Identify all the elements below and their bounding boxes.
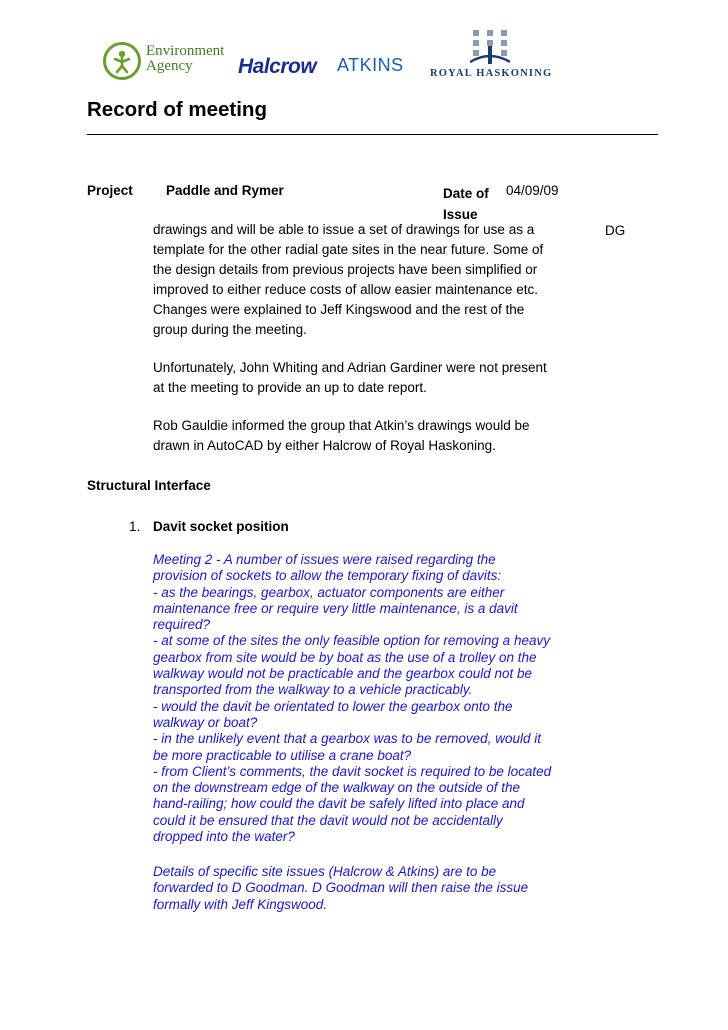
- action-owner: DG: [605, 223, 626, 238]
- section-heading: Structural Interface: [87, 478, 211, 493]
- intro-paragraph-2: Unfortunately, John Whiting and Adrian Gardiner were not present at the meeting to provide an up to date report.: [153, 360, 547, 395]
- intro-paragraph-1: drawings and will be able to issue a set of drawings for use as a template for the other radial gate sites in the near future. Some of the design details from previous projects have been simplified or improved to either reduce costs of allow easier maintenance etc. Changes were explained to Jeff Kingswood and the rest of the group during the meeting.: [153, 222, 544, 337]
- environment-agency-logo: [103, 42, 235, 86]
- follow-up-notes: Details of specific site issues (Halcrow & Atkins) are to be forwarded to D Goodman. D Goodman will then raise the issue formally with Jeff Kingswood.: [153, 864, 529, 912]
- atkins-logo: ATKINS: [337, 55, 404, 75]
- intro-paragraph-3: Rob Gauldie informed the group that Atkin’s drawings would be drawn in AutoCAD by either Halcrow of Royal Haskoning.: [153, 418, 530, 453]
- tree-figure-icon: [103, 42, 141, 80]
- royal-haskoning-mark-icon: [470, 28, 510, 68]
- royal-haskoning-wordmark: ROYAL HASKONING: [430, 68, 553, 79]
- project-value: Paddle and Rymer: [166, 183, 284, 198]
- halcrow-logo: Halcrow: [238, 55, 317, 78]
- date-of-issue-value: 04/09/09: [506, 183, 559, 198]
- page-title: Record of meeting: [87, 98, 267, 121]
- date-of-issue-label: Date of Issue: [443, 186, 489, 222]
- meeting-2-notes: Meeting 2 - A number of issues were raised regarding the provision of sockets to allow the temporary fixing of davits: - as the bearings, gearbox, actuator components are either maintenance free or require very little maintenance, is a davit required? - at some of the sites the only feasible option for removing a heavy gearbox from site would be by boat as the use of a trolley on the walkway would not be practicable and the gearbox could not be transported from the walkway to a vehicle practicably. - would the davit be orientated to lower the gearbox onto the walkway or boat? - in the unlikely event that a gearbox was to be removed, would it be more practicable to utilise a crane boat? - from Client’s comments, the davit socket is required to be located on the downstream edge of the walkway on the outside of the hand-railing; how could the davit be safely lifted into place and could it be ensured that the davit would not be accidentally dropped into the water?: [153, 552, 552, 845]
- item-number: 1.: [129, 519, 141, 534]
- title-divider: [87, 134, 658, 135]
- project-label: Project: [87, 183, 133, 198]
- environment-agency-wordmark: Environment Agency: [146, 43, 225, 74]
- item-title: Davit socket position: [153, 519, 289, 534]
